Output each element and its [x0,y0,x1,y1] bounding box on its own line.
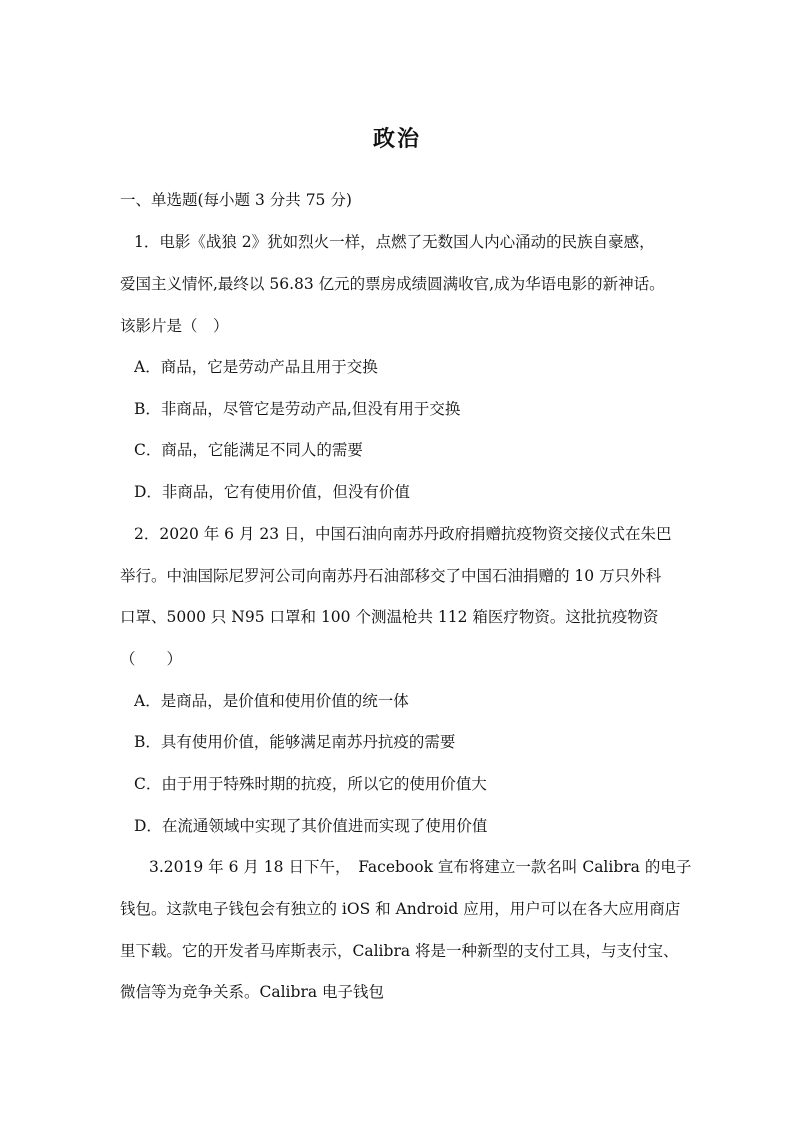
question-1-option-c: C．商品，它能满足不同人的需要 [134,441,363,459]
question-2-stem-line-3: 口罩、5000 只 N95 口罩和 100 个测温枪共 112 箱医疗物资。这批抗疫物资 [120,608,659,626]
question-3-stem-line-3: 里下载。它的开发者马库斯表示，Calibra 将是一种新型的支付工具，与支付宝、 [120,942,679,960]
question-2-option-c: C．由于用于特殊时期的抗疫，所以它的使用价值大 [134,775,487,793]
question-2-stem-line-4: （ ） [120,650,183,668]
page-title: 政治 [372,126,421,152]
question-2-option-a: A．是商品，是价值和使用价值的统一体 [134,692,409,710]
question-1-stem-line-2: 爱国主义情怀,最终以 56.83 亿元的票房成绩圆满收官,成为华语电影的新神话。 [120,275,665,293]
question-2-stem-line-1: 2．2020 年 6 月 23 日，中国石油向南苏丹政府捐赠抗疫物资交接仪式在朱巴 [134,525,672,543]
question-1-option-b: B．非商品，尽管它是劳动产品,但没有用于交换 [134,400,461,418]
question-1-stem-line-1: 1．电影《战狼 2》犹如烈火一样，点燃了无数国人内心涌动的民族自豪感， [134,233,655,251]
question-2-option-b: B．具有使用价值，能够满足南苏丹抗疫的需要 [134,733,456,751]
question-2-stem-line-2: 举行。中油国际尼罗河公司向南苏丹石油部移交了中国石油捐赠的 10 万只外科 [120,567,662,585]
question-3-stem-line-2: 钱包。这款电子钱包会有独立的 iOS 和 Android 应用，用户可以在各大应用商店 [120,900,681,918]
question-1-option-d: D．非商品，它有使用价值，但没有价值 [134,483,410,501]
question-1-stem-line-3: 该影片是（ ） [120,317,229,335]
question-3-stem-line-1: 3.2019 年 6 月 18 日下午， Facebook 宣布将建立一款名叫 Calibra 的电子 [149,858,692,876]
section-heading: 一、单选题(每小题 3 分共 75 分) [120,191,352,209]
question-2-option-d: D．在流通领域中实现了其价值进而实现了使用价值 [134,817,488,835]
question-1-option-a: A．商品，它是劳动产品且用于交换 [134,358,378,376]
question-3-stem-line-4: 微信等为竞争关系。Calibra 电子钱包 [120,983,385,1001]
